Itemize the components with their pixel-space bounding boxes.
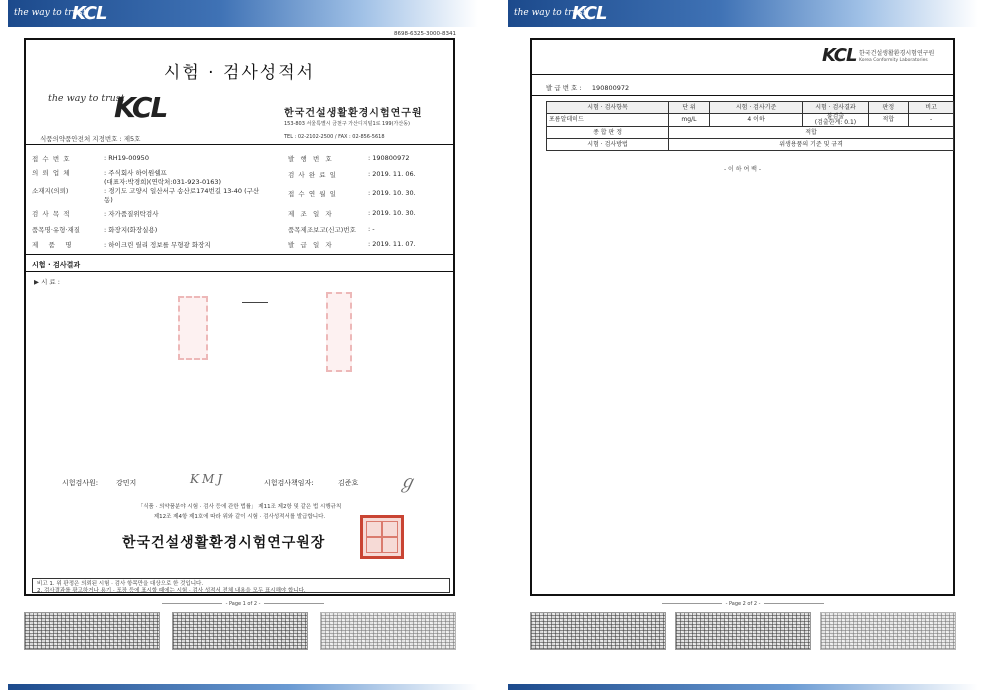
info-value: (대표자:박경희)(연락처:031-923-0163) — [104, 178, 222, 186]
info-label: 제 품 명 — [32, 241, 72, 249]
results-table — [546, 101, 954, 151]
info-value: : 2019. 11. 06. — [368, 170, 416, 178]
info-value: : RH19-00950 — [104, 154, 149, 162]
tester-name: 강민지 — [116, 479, 137, 487]
info-value: : - — [368, 225, 375, 233]
info-value: : 경기도 고양시 일산서구 송산로174번길 13-40 (구산 — [104, 187, 260, 195]
footer-band — [508, 684, 978, 690]
kcl-logo: KCL — [822, 45, 857, 66]
official-seal — [360, 515, 404, 559]
page-number: - Page 1 of 2 - — [8, 601, 478, 607]
table-header-row — [547, 102, 954, 114]
divider — [26, 254, 453, 255]
institute-name-en: Korea Conformity Laboratories — [859, 58, 928, 63]
brand-logo: KCL — [72, 3, 107, 24]
security-pattern — [675, 612, 811, 650]
tester-label: 시험검사원: — [62, 479, 99, 487]
info-value: : 2019. 10. 30. — [368, 209, 416, 217]
tester-signature: KMJ — [190, 472, 226, 486]
note-line: 2. 검사결과를 광고하거나 용기 · 포장 등에 표시할 때에는 시험 · 검사 성적서 전체 내용을 모두 표시해야 합니다. — [37, 587, 306, 594]
brand-logo: KCL — [572, 3, 607, 24]
info-label: 접 수 번 호 — [32, 155, 70, 163]
cell-item: 포름알데히드 — [547, 114, 669, 127]
responsible-label: 시험검사책임자: — [264, 479, 314, 487]
header-band — [8, 0, 478, 27]
cell-verdict: 적합 — [868, 114, 909, 127]
info-label: 소재지(의뢰) — [32, 187, 69, 195]
info-value: : 2019. 11. 07. — [368, 240, 416, 248]
column-header: 시험 · 검사기준 — [709, 102, 803, 114]
report-page-1 — [8, 0, 478, 690]
security-pattern — [320, 612, 456, 650]
info-label: 품목명·유형·재질 — [32, 226, 81, 234]
sample-stamp — [326, 292, 352, 372]
info-label: 발 급 일 자 — [288, 241, 332, 249]
overall-label: 종 합 판 정 — [547, 127, 669, 139]
certificate-frame — [24, 38, 455, 596]
result-value: 불검출 — [826, 113, 845, 120]
institute-name: 한국건설생활환경시험연구원 — [859, 50, 935, 57]
footer-band — [8, 684, 478, 690]
page-number: - Page 2 of 2 - — [508, 601, 978, 607]
institute-name: 한국건설생활환경시험연구원 — [284, 108, 423, 119]
divider — [532, 95, 953, 96]
column-header: 시험 · 검사항목 — [547, 102, 669, 114]
results-section-header: 시험 · 검사결과 — [32, 261, 81, 269]
info-label: 발 행 번 호 — [288, 155, 332, 163]
info-value: : 하이크린 릴리 정보를 무형광 화장지 — [104, 241, 211, 249]
info-value: : 주식회사 하이원쉘프 — [104, 169, 167, 177]
info-label: 접 수 연 월 일 — [288, 190, 336, 198]
security-pattern — [172, 612, 308, 650]
info-label: 검 사 완 료 일 — [288, 171, 336, 179]
info-label: 검 사 목 적 — [32, 210, 70, 218]
sample-stamp — [178, 296, 208, 360]
document-title: 시험 · 검사성적서 — [163, 63, 316, 83]
divider — [532, 74, 953, 75]
security-pattern — [530, 612, 666, 650]
info-value: : 190800972 — [368, 154, 410, 162]
column-header: 판정 — [868, 102, 909, 114]
column-header: 단 위 — [669, 102, 710, 114]
notes-box — [32, 578, 450, 593]
director-title: 한국건설생활환경시험연구원장 — [122, 535, 326, 551]
issue-number-label: 발 급 번 호 : — [546, 84, 582, 92]
cell-standard: 4 이하 — [709, 114, 803, 127]
responsible-name: 김준호 — [338, 479, 359, 487]
table-row — [547, 127, 954, 139]
institute-address: 153-803 서울특별시 금천구 가산디지털1로 199(가산동) — [284, 121, 410, 127]
info-value: : 자가품질위탁검사 — [104, 210, 159, 218]
method-value: 위생용품의 기준 및 규격 — [669, 139, 954, 151]
divider — [26, 144, 453, 145]
detection-limit: (검출한계: 0.1) — [814, 119, 857, 126]
end-marker: - 이 하 여 백 - — [723, 166, 762, 173]
legal-text: 「식품 · 의약품분야 시험 · 검사 등에 관한 법률」 제11조 제2항 및 같은 법 시행규칙 — [137, 504, 342, 510]
brand-tagline: the way to trust — [514, 8, 587, 18]
overall-value: 적합 — [669, 127, 954, 139]
table-row — [547, 114, 954, 127]
report-page-2 — [508, 0, 978, 690]
divider — [26, 271, 453, 272]
info-value: : 2019. 10. 30. — [368, 189, 416, 197]
cell-unit: mg/L — [669, 114, 710, 127]
header-band — [508, 0, 978, 27]
issue-number-value: 190800972 — [591, 84, 630, 92]
note-line: 비고 1. 위 판정은 의뢰된 시험 · 검사 항목만을 대상으로 한 것입니다. — [37, 581, 204, 587]
sample-label: ▶ 시 료 : — [34, 278, 60, 286]
cell-result — [803, 114, 868, 127]
info-label: 의 뢰 업 체 — [32, 169, 70, 177]
issue-number-row — [546, 83, 629, 92]
method-label: 시험 · 검사방법 — [547, 139, 669, 151]
responsible-signature: ℊ — [398, 472, 419, 493]
logo-tagline: the way to trust — [48, 93, 125, 104]
institute-tel: TEL : 02-2102-2500 / FAX : 02-856-5618 — [284, 134, 385, 140]
info-label: 품목제조보고(신고)번호 — [288, 226, 356, 234]
column-header: 시험 · 검사결과 — [803, 102, 868, 114]
info-value: 동) — [104, 196, 113, 204]
results-frame — [530, 38, 955, 596]
brand-tagline: the way to trust — [14, 8, 87, 18]
security-pattern — [24, 612, 160, 650]
table-row — [547, 139, 954, 151]
column-header: 비고 — [909, 102, 954, 114]
security-pattern — [820, 612, 956, 650]
document-serial: 8698-6325-3000-8341 — [394, 31, 456, 37]
info-value: : 화장지(화장실용) — [104, 226, 158, 234]
cell-remark: - — [909, 114, 954, 127]
designation-number: 식품의약품안전처 지정번호 : 제5호 — [40, 135, 141, 143]
kcl-logo: KCL — [114, 91, 167, 124]
legal-text: 제12조 제4항 제1호에 따라 위와 같이 시험 · 검사성적서를 발급합니다. — [153, 514, 326, 520]
info-label: 제 조 일 자 — [288, 210, 332, 218]
sample-mark — [242, 302, 268, 303]
